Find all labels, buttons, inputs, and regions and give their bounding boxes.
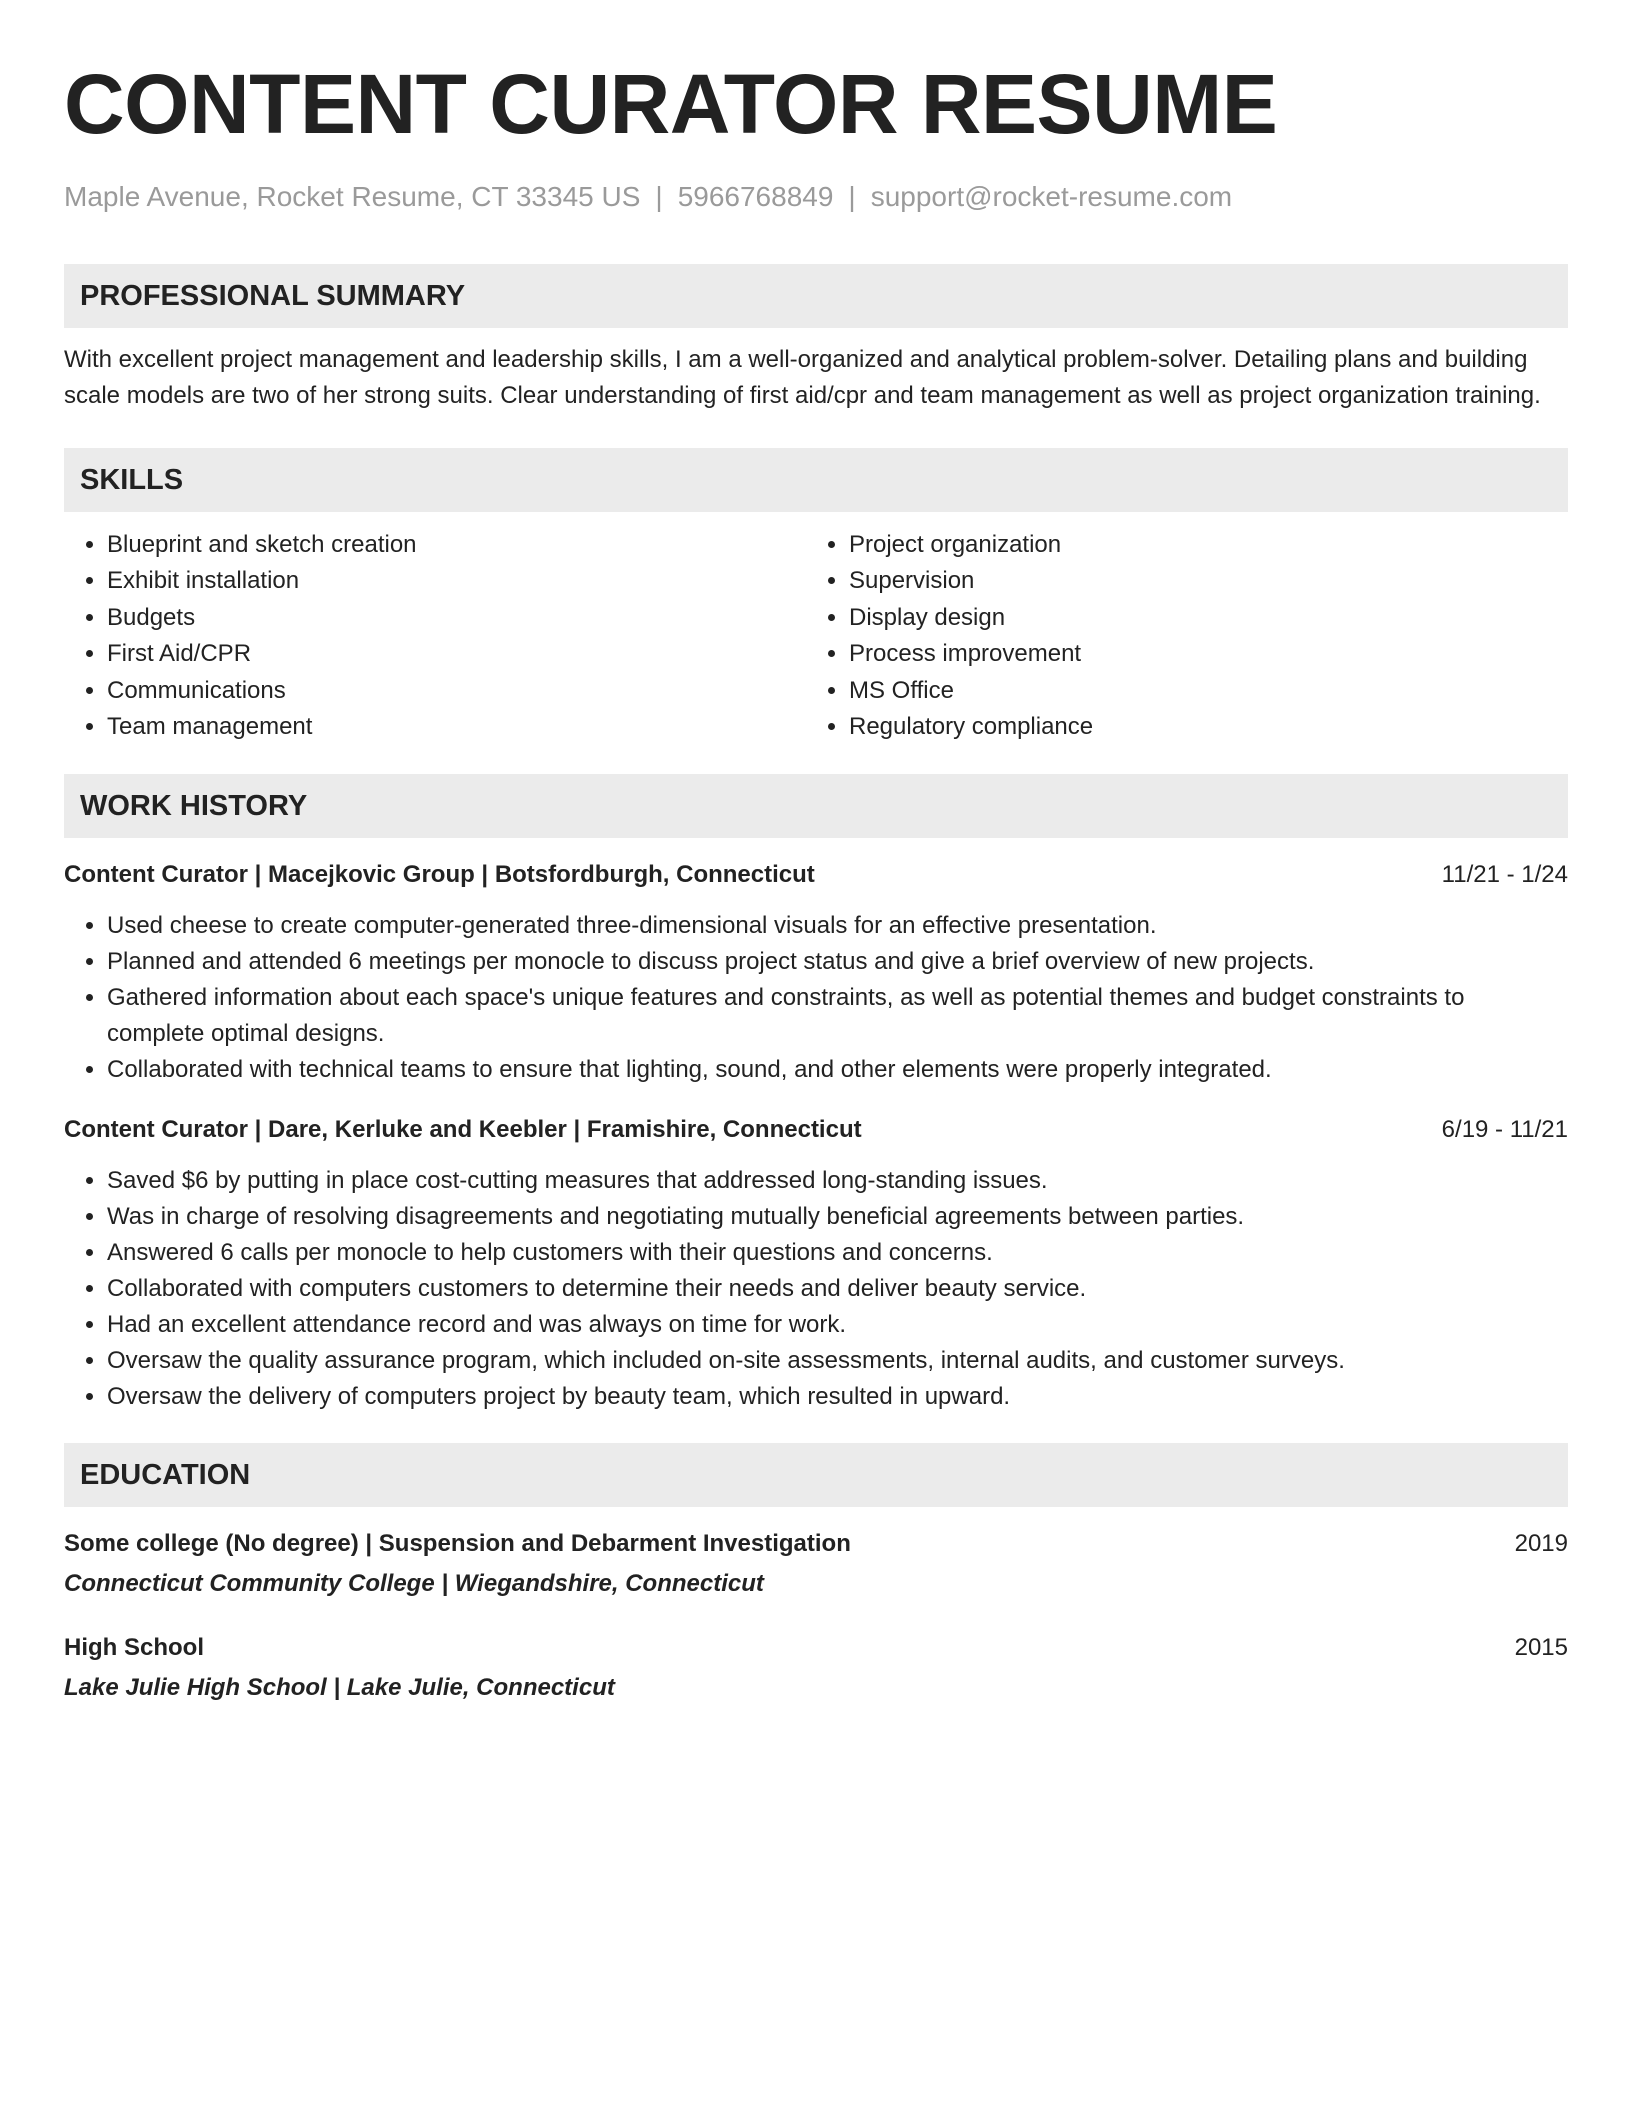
education-school: Connecticut Community College | Wiegandshire, Connecticut [64,1570,764,1598]
job-dates: 6/19 - 11/21 [1441,1116,1568,1144]
education-header [64,1631,1568,1665]
summary-text: With excellent project management and leadership skills, I am a well-organized and analytical problem-solver. Detailing plans and building scale models are two of her strong suits. Clear understanding of first aid/cpr and team management as well as project organization training. [64,346,1541,409]
job-bullet: • Collaborated with computers customers to determine their needs and deliver beauty service. [107,1271,1568,1307]
job-bullet: • Was in charge of resolving disagreements and negotiating mutually beneficial agreements between parties. [107,1199,1568,1235]
resume-title: CONTENT CURATOR RESUME [64,57,1278,151]
skill-item: • First Aid/CPR [107,636,806,672]
skill-item: • Display design [849,600,1548,636]
job-title: Content Curator | Dare, Kerluke and Keebler | Framishire, Connecticut [64,1116,862,1144]
skill-item: • Communications [107,673,806,709]
skill-item: • Team management [107,709,806,745]
education-entry [64,1631,1568,1705]
skill-item: • Supervision [849,563,1548,599]
education-degree: High School [64,1634,204,1662]
contact-phone: 5966768849 [677,181,834,212]
job-bullet: • Used cheese to create computer-generated three-dimensional visuals for an effective presentation. [107,908,1568,944]
section-heading-education: EDUCATION [64,1443,1568,1507]
contact-address: Maple Avenue, Rocket Resume, CT 33345 US [64,181,641,212]
education-school: Lake Julie High School | Lake Julie, Connecticut [64,1674,615,1702]
job-header [64,858,1568,892]
job-bullets [64,908,1568,1088]
contact-email: support@rocket-resume.com [870,181,1233,212]
education-degree: Some college (No degree) | Suspension and Debarment Investigation [64,1530,851,1558]
skill-item: • Blueprint and sketch creation [107,527,806,563]
skills-column-left [64,527,806,745]
skill-item: • MS Office [849,673,1548,709]
skill-item: • Exhibit installation [107,563,806,599]
job-header [64,1113,1568,1147]
education-year: 2019 [1514,1530,1568,1558]
education-header [64,1527,1568,1561]
job-entry [64,1113,1568,1415]
education-entry [64,1527,1568,1601]
resume-page [64,58,1568,1705]
job-title: Content Curator | Macejkovic Group | Botsfordburgh, Connecticut [64,861,815,889]
section-heading-work-history: WORK HISTORY [64,774,1568,838]
contact-separator: | [848,181,856,212]
job-bullet: • Gathered information about each space's unique features and constraints, as well as potential themes and budget constraints to complete optimal designs. [107,980,1568,1052]
job-bullet: • Oversaw the delivery of computers project by beauty team, which resulted in upward. [107,1379,1568,1415]
skill-item: • Process improvement [849,636,1548,672]
job-dates: 11/21 - 1/24 [1441,861,1568,889]
job-bullet: • Planned and attended 6 meetings per monocle to discuss project status and give a brief overview of new projects. [107,944,1568,980]
job-bullet: • Saved $6 by putting in place cost-cutting measures that addressed long-standing issues. [107,1163,1568,1199]
skill-item: • Regulatory compliance [849,709,1548,745]
job-bullets [64,1163,1568,1415]
skills-list [64,527,1568,745]
contact-line [64,180,1568,214]
skill-item: • Budgets [107,600,806,636]
job-entry [64,858,1568,1088]
job-bullet: • Had an excellent attendance record and was always on time for work. [107,1307,1568,1343]
skills-column-right [806,527,1548,745]
section-heading-summary: PROFESSIONAL SUMMARY [64,264,1568,328]
section-heading-skills: SKILLS [64,448,1568,512]
skill-item: • Project organization [849,527,1548,563]
education-year: 2015 [1514,1634,1568,1662]
job-bullet: • Answered 6 calls per monocle to help customers with their questions and concerns. [107,1235,1568,1271]
contact-separator: | [655,181,663,212]
job-bullet: • Oversaw the quality assurance program, which included on-site assessments, internal audits, and customer surveys. [107,1343,1568,1379]
job-bullet: • Collaborated with technical teams to ensure that lighting, sound, and other elements were properly integrated. [107,1052,1568,1088]
